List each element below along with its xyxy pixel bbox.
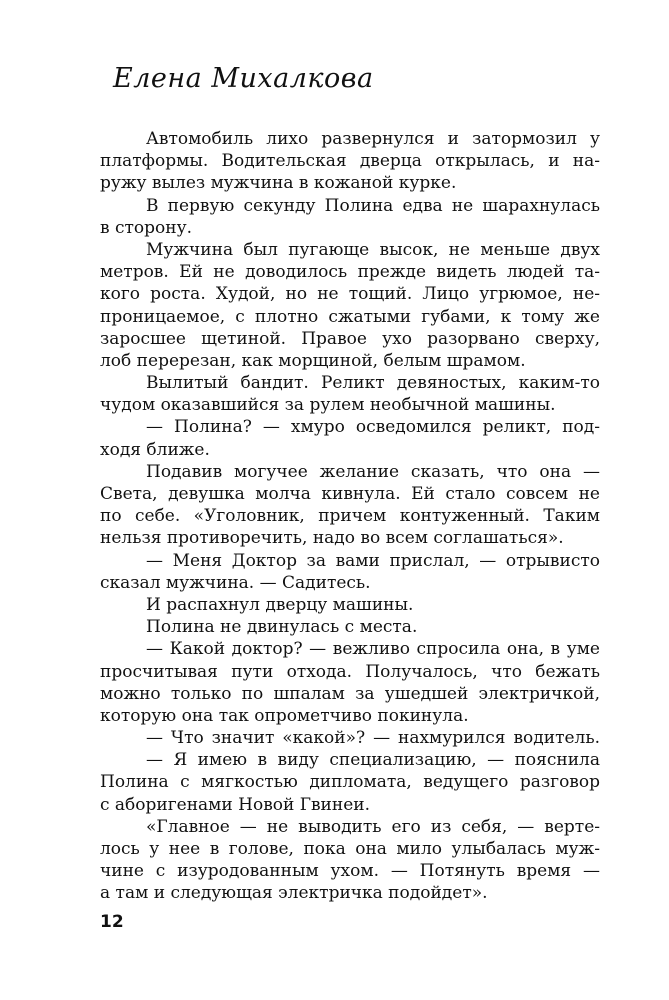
text-line: заросшее щетиной. Правое ухо разорвано сверху, [100, 328, 600, 349]
text-line: с аборигенами Новой Гвинеи. [100, 794, 371, 815]
text-line: Вылитый бандит. Реликт девяностых, каким-то [146, 373, 600, 394]
text-line: ружу вылез мужчина в кожаной курке. [100, 173, 457, 194]
text-line: в сторону. [100, 217, 192, 238]
text-line: И распахнул дверцу машины. [146, 594, 414, 615]
text-line: Света, девушка молча кивнула. Ей стало совсем не [100, 484, 600, 504]
text-line: Автомобиль лихо развернулся и затормозил у [146, 129, 600, 149]
text-line: можно только по шпалам за ушедшей электричкой, [100, 683, 600, 704]
text-line: кого роста. Худой, но не тощий. Лицо угрюмое, не- [100, 284, 600, 305]
text-line: чудом оказавшийся за рулем необычной машины. [100, 395, 556, 416]
running-header-author: Елена Михалкова [113, 63, 374, 94]
text-line: по себе. «Уголовник, причем контуженный. Таким [100, 506, 600, 527]
text-line: проницаемое, с плотно сжатыми губами, к тому же [100, 306, 600, 327]
text-line: — Я имею в виду специализацию, — пояснила [146, 750, 600, 771]
text-line: — Полина? — хмуро осведомился реликт, под- [146, 417, 600, 438]
text-line: лоб перерезан, как морщиной, белым шрамом. [100, 350, 526, 371]
text-line: Мужчина был пугающе высок, не меньше двух [146, 239, 600, 260]
text-line: платформы. Водительская дверца открылась, и на- [100, 151, 600, 172]
text-line: нельзя противоречить, надо во всем соглашаться». [100, 528, 564, 549]
text-line: которую она так опрометчиво покинула. [100, 705, 469, 726]
text-line: Полина с мягкостью дипломата, ведущего разговор [100, 772, 600, 793]
text-line: а там и следующая электричка подойдет». [100, 883, 488, 904]
page-number: 12 [100, 912, 124, 932]
text-line: «Главное — не выводить его из себя, — верте- [146, 816, 600, 837]
text-line: просчитывая пути отхода. Получалось, что бежать [100, 661, 600, 682]
body-text [100, 128, 600, 905]
text-line: сказал мужчина. — Садитесь. [100, 572, 371, 593]
text-line: — Меня Доктор за вами прислал, — отрывисто [146, 550, 600, 571]
text-line: — Какой доктор? — вежливо спросила она, в уме [146, 639, 600, 660]
text-line: ходя ближе. [100, 439, 210, 460]
text-line: лось у нее в голове, пока она мило улыбалась муж- [100, 839, 600, 859]
text-line: — Что значит «какой»? — нахмурился водитель. [146, 728, 600, 749]
text-line: Полина не двинулась с места. [146, 617, 418, 638]
text-line: В первую секунду Полина едва не шарахнулась [146, 195, 600, 216]
text-line: чине с изуродованным ухом. — Потянуть время — [100, 861, 600, 882]
text-line: Подавив могучее желание сказать, что она — [146, 461, 600, 482]
text-line: метров. Ей не доводилось прежде видеть людей та- [100, 262, 600, 283]
